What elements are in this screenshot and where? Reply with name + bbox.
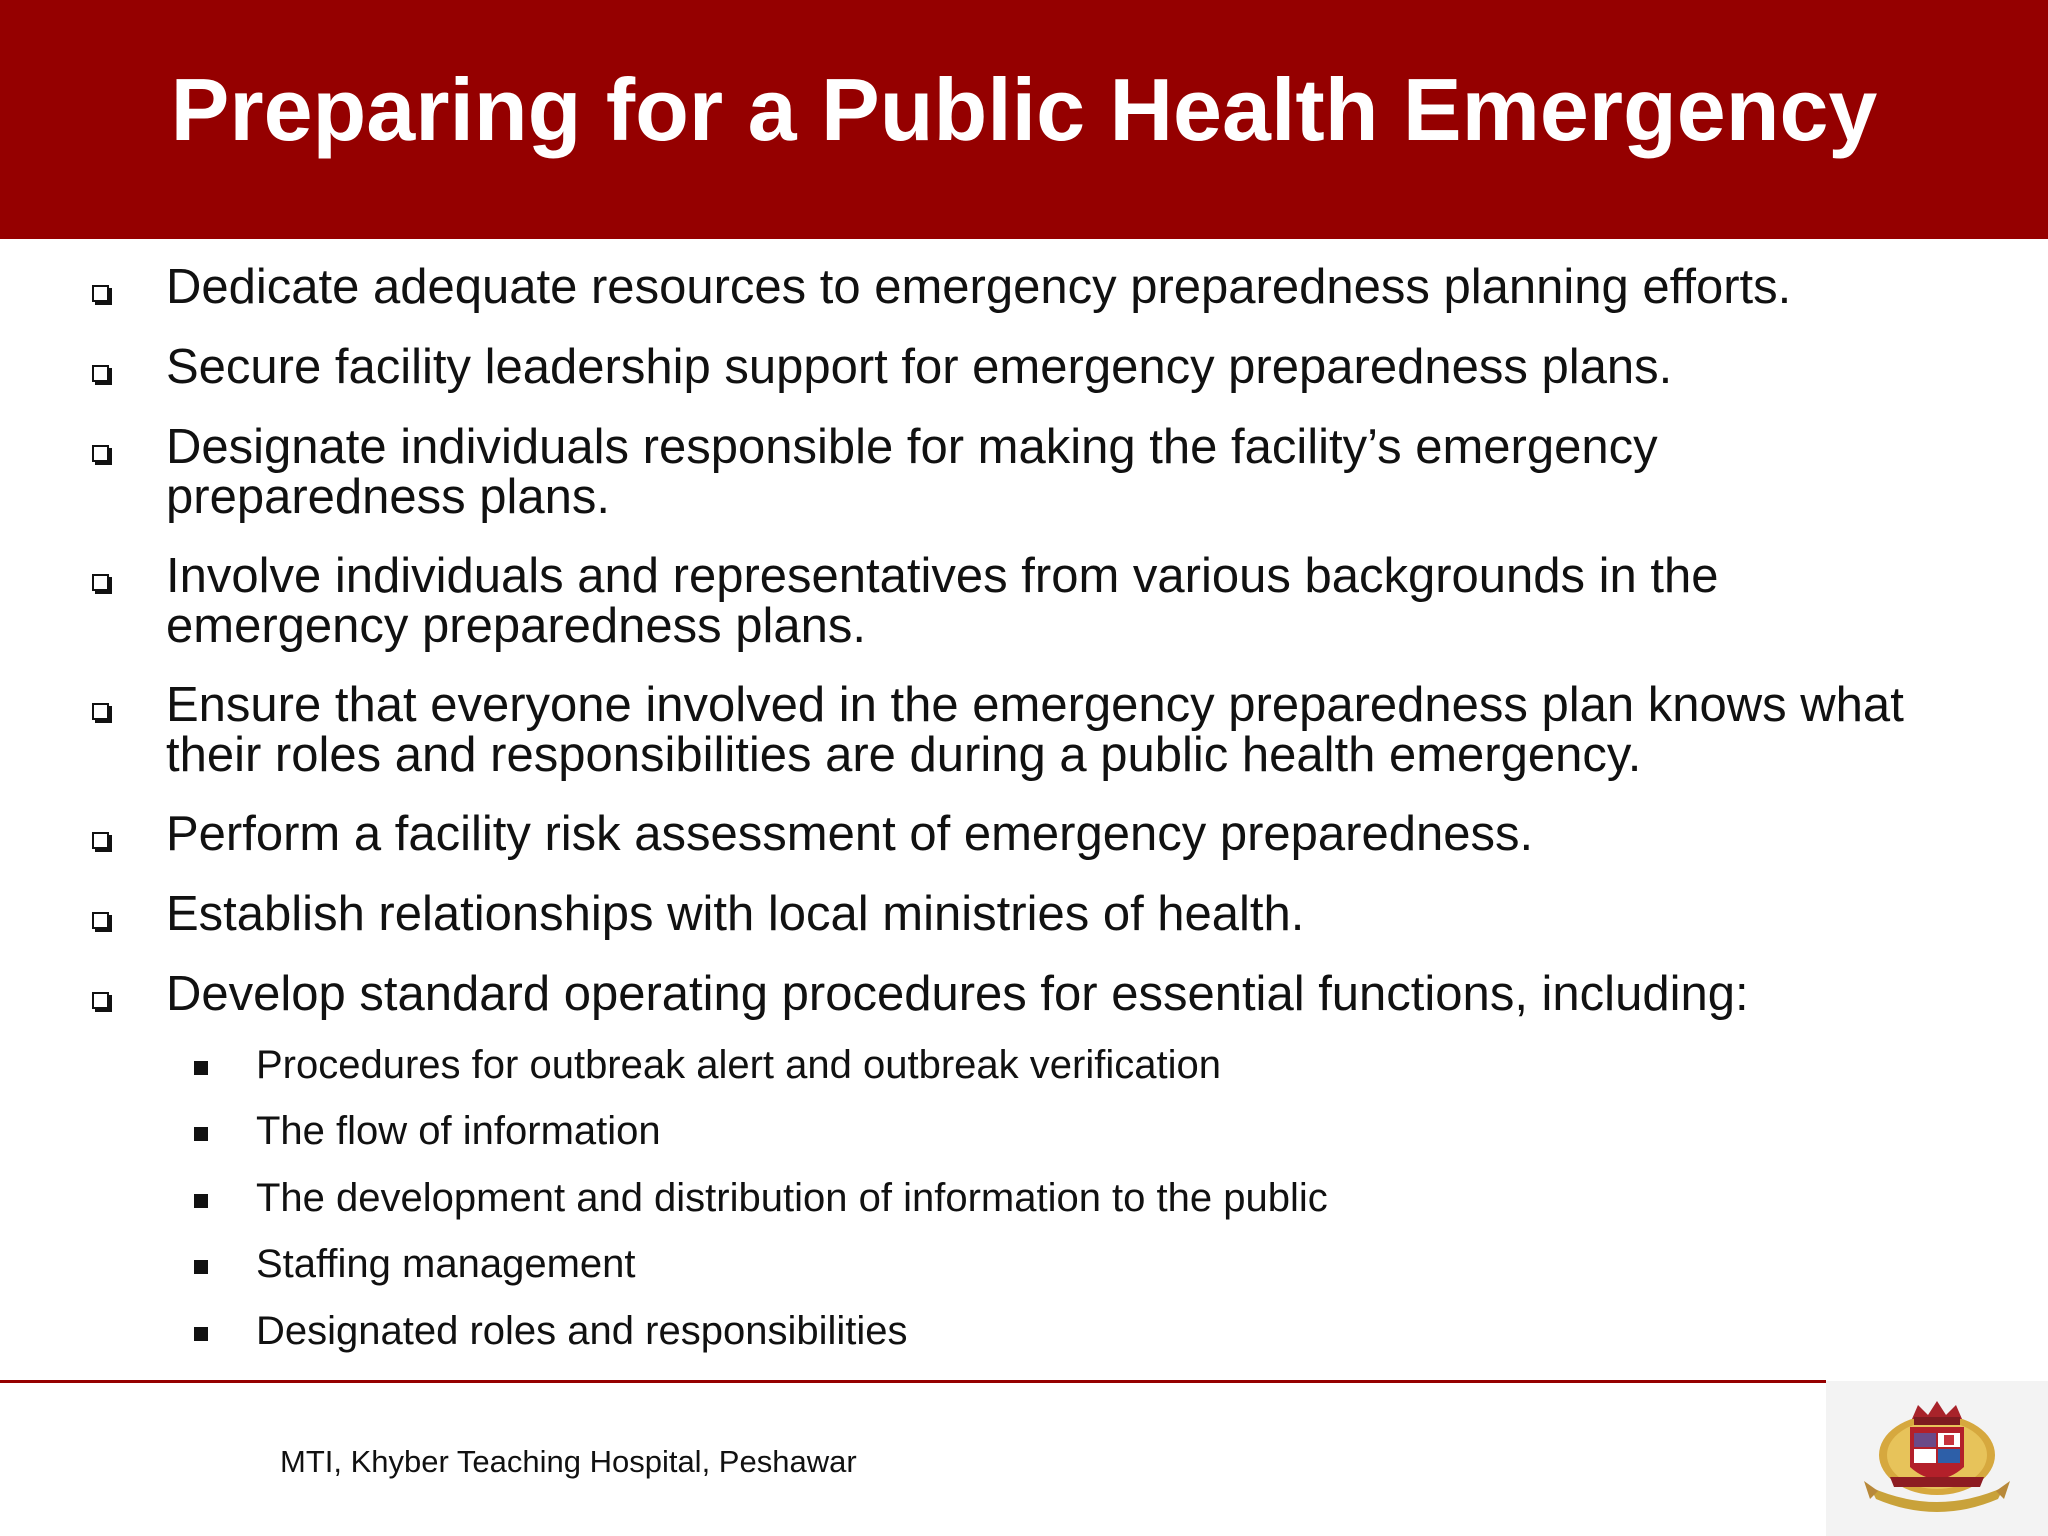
bullet-text: Secure facility leadership support for emergency preparedness plans. (166, 340, 1673, 394)
hollow-square-bullet-icon (92, 912, 109, 929)
bullet-text: Perform a facility risk assessment of emergency preparedness. (166, 807, 1534, 861)
sub-bullet-text: Designated roles and responsibilities (256, 1309, 908, 1353)
solid-square-bullet-icon (194, 1327, 208, 1341)
sub-bullet-text: Procedures for outbreak alert and outbreak verification (256, 1043, 1221, 1087)
solid-square-bullet-icon (194, 1260, 208, 1274)
bullet-text: Dedicate adequate resources to emergency preparedness planning efforts. (166, 260, 1792, 314)
bullet-text: Designate individuals responsible for making the facility’s emergency preparedness plans. (166, 420, 1658, 524)
hospital-crest-icon (1860, 1395, 2014, 1517)
solid-square-bullet-icon (194, 1127, 208, 1141)
hollow-square-bullet-icon (92, 365, 109, 382)
footer-divider (0, 1380, 1826, 1383)
bullet-text: Involve individuals and representatives from various backgrounds in the emergency preparedness plans. (166, 549, 1719, 653)
sub-bullet-text: The flow of information (256, 1109, 661, 1153)
hollow-square-bullet-icon (92, 992, 109, 1009)
footer-text: MTI, Khyber Teaching Hospital, Peshawar (280, 1444, 857, 1479)
bullet-text: Develop standard operating procedures for essential functions, including: (166, 967, 1749, 1021)
hollow-square-bullet-icon (92, 285, 109, 302)
solid-square-bullet-icon (194, 1194, 208, 1208)
hollow-square-bullet-icon (92, 703, 109, 720)
logo-panel (1826, 1381, 2048, 1536)
hollow-square-bullet-icon (92, 574, 109, 591)
solid-square-bullet-icon (194, 1061, 208, 1075)
sub-bullet-text: The development and distribution of information to the public (256, 1176, 1328, 1220)
bullet-text: Establish relationships with local ministries of health. (166, 887, 1305, 941)
hollow-square-bullet-icon (92, 445, 109, 462)
sub-bullet-text: Staffing management (256, 1242, 636, 1286)
bullet-text: Ensure that everyone involved in the emergency preparedness plan knows what their roles and responsibilities are during a public health emergency. (166, 678, 1904, 782)
hollow-square-bullet-icon (92, 832, 109, 849)
slide-title: Preparing for a Public Health Emergency (170, 60, 1878, 159)
